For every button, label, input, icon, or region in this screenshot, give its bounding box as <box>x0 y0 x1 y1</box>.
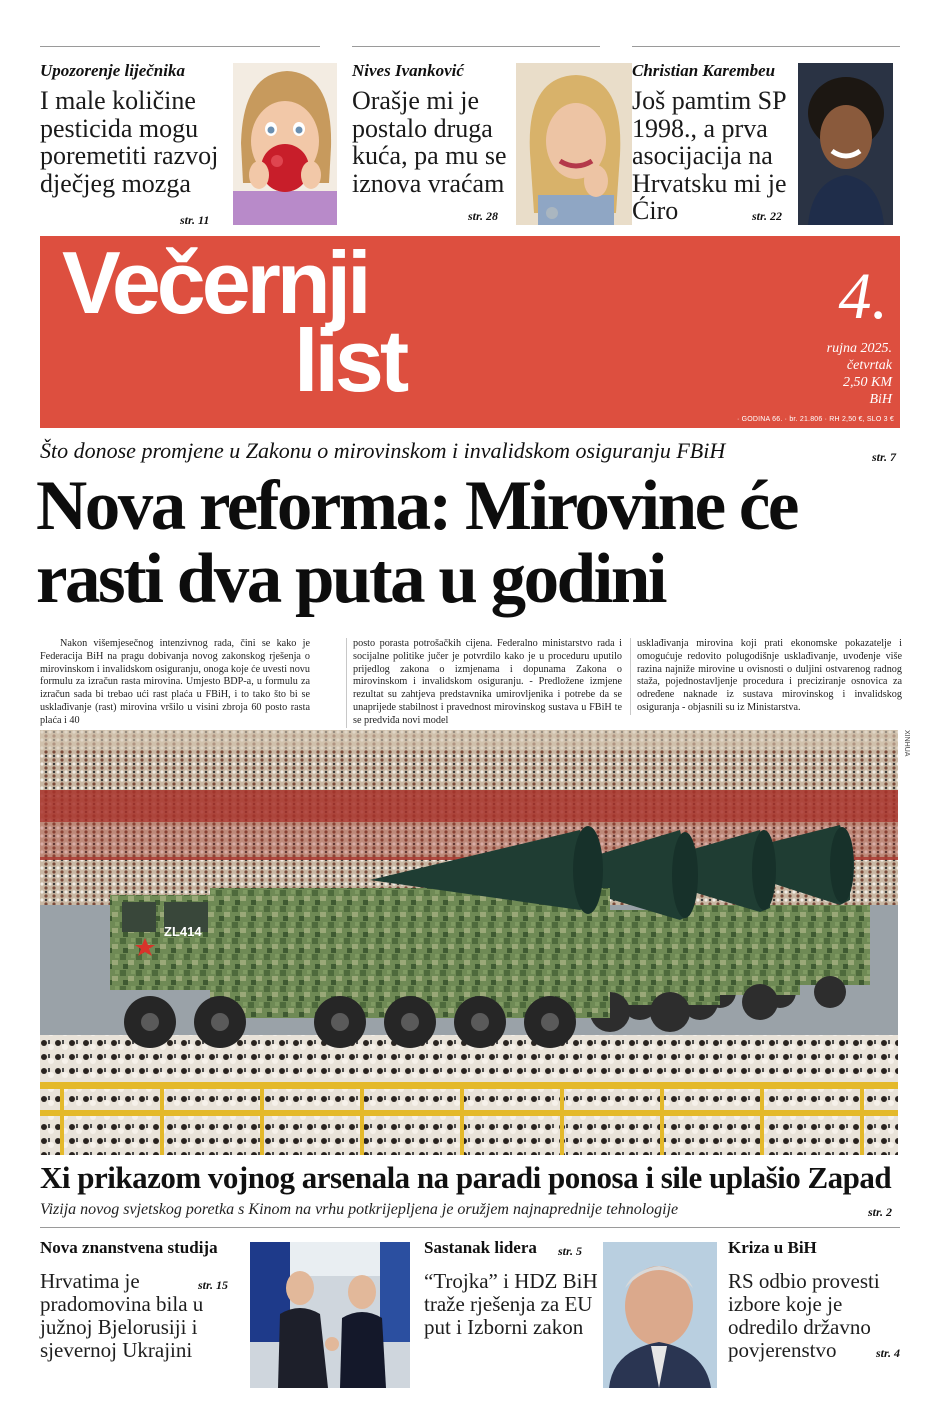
politician-portrait-photo <box>603 1242 717 1388</box>
teaser-headline[interactable]: Još pamtim SP 1998., a prva asocijacija na Hrvatsku mi je Ćiro <box>632 86 787 225</box>
body-column-1: Nakon višemjesečnog intenzivnog rada, čini se kako je Federacija BiH na pragu dobivanja novog zakonskog rješenja o mirovinskom i invalidskom osiguranju, onoga koje će uvesti novu formulu za izračun rasta mirovina. Umjesto BDP-a, u formulu za izračun sada bi trebao ući rast plaća u FBiH, i to tako što bi se usklađivanje (rast) mirovina vršilo u visini zbroja 60 posto rasta plaća i 40 <box>40 638 310 726</box>
teaser-headline[interactable]: I male količine pesticida mogu poremetiti razvoj dječjeg mozga <box>40 86 219 198</box>
teaser-headline[interactable]: Orašje mi je postalo druga kuća, pa mu se iznova vraćam <box>352 86 507 198</box>
man-portrait-photo <box>798 63 893 225</box>
teaser-kicker: Sastanak lidera <box>424 1238 537 1257</box>
bottom-teasers <box>40 1227 900 1387</box>
military-parade-photo[interactable] <box>40 730 898 1155</box>
teaser-kicker: Christian Karembeu <box>632 61 776 80</box>
parade-illustration <box>40 730 898 1155</box>
teaser-headline[interactable]: Hrvatima je pradomovina bila u južnoj Bjelorusiji i sjevernoj Ukrajini <box>40 1269 204 1362</box>
main-headline[interactable]: Nova reforma: Mirovine će rasti dva puta u godini <box>36 467 797 618</box>
teaser-kicker: Nova znanstvena studija <box>40 1238 218 1257</box>
handshake-illustration <box>250 1242 410 1388</box>
main-story-body <box>40 638 902 726</box>
teaser-kicker: Upozorenje liječnika <box>40 61 185 80</box>
photo-credit: XINHUA <box>903 730 910 757</box>
issue-day: 4. <box>838 260 888 333</box>
top-teasers <box>40 46 900 226</box>
teaser-kicker: Kriza u BiH <box>728 1238 817 1257</box>
teaser-christian-karembeu[interactable] <box>632 46 900 226</box>
teaser-page-ref: str. 28 <box>468 209 499 223</box>
teaser-page-ref: str. 5 <box>558 1244 583 1258</box>
teaser-kicker: Nives Ivanković <box>352 61 464 80</box>
vecernji-list-logo[interactable] <box>62 233 406 410</box>
woman-portrait-illustration <box>516 63 632 225</box>
child-illustration <box>233 63 337 225</box>
main-story-page-ref: str. 7 <box>872 450 897 464</box>
issue-price: 2,50 KM <box>843 375 892 390</box>
issue-region: BiH <box>869 392 892 407</box>
issue-month-year: rujna 2025. <box>826 341 892 356</box>
vehicle-marking: ZL414 <box>164 924 202 939</box>
body-column-2: posto porasta potrošačkih cijena. Federalno ministarstvo rada i socijalne politike jučer je potvrdilo kako je u proceduru uputilo prijedlog zakona o izmjenama i dopunama Zakona o mirovinskom i invalidskom osiguranju. - Predložene izmjene rezultat su zahtjeva predstavnika umirovljenika i potrebe da se unaprijede stabilnost i pravednost mirovinskog sustava u FBiH te se predviđa novi model <box>346 638 622 728</box>
issue-meta <box>827 340 892 408</box>
logo-line-2: list <box>294 311 406 410</box>
edition-info: · GODINA 66. · br. 21.806 · RH 2,50 €, SLO 3 € <box>736 416 894 423</box>
teaser-page-ref: str. 11 <box>180 213 210 227</box>
issue-weekday: četvrtak <box>846 358 892 373</box>
parade-page-ref: str. 2 <box>868 1205 893 1219</box>
teaser-page-ref: str. 22 <box>752 209 783 223</box>
woman-portrait-photo <box>516 63 632 225</box>
man-portrait-illustration <box>798 63 893 225</box>
parade-headline[interactable]: Xi prikazom vojnog arsenala na paradi ponosa i sile uplašio Zapad <box>40 1160 892 1195</box>
masthead <box>40 233 900 428</box>
teaser-page-ref: str. 4 <box>876 1346 901 1360</box>
logo-line-1: Večernji <box>62 233 368 332</box>
teaser-headline[interactable]: RS odbio provesti izbore koje je odredilo državno povjerenstvo <box>728 1269 880 1362</box>
main-story-kicker: Što donose promjene u Zakonu o mirovinskom i invalidskom osiguranju FBiH <box>40 438 726 463</box>
teaser-pesticides[interactable] <box>40 46 320 226</box>
child-with-apple-photo <box>233 63 337 225</box>
body-column-3: usklađivanja mirovina koji prati ekonomske pokazatelje i omogućuje redovito polugodišnje usklađivanje, uvođenje više razina najniže mirovine u ovisnosti o duljini ostvarenog radnog staža, pojednostavljenje procedura i preciziranje osnovica za određene naknade iz sustava mirovinskog i invalidskog osiguranja - objasnili su iz Ministarstva. <box>630 638 902 715</box>
leaders-handshake-photo <box>250 1242 410 1388</box>
teaser-nives-ivankovic[interactable] <box>352 46 600 226</box>
teaser-headline[interactable]: “Trojka” i HDZ BiH traže rješenja za EU put i Izborni zakon <box>424 1269 598 1339</box>
teaser-page-ref: str. 15 <box>198 1278 229 1292</box>
politician-illustration <box>603 1242 717 1388</box>
parade-deck: Vizija novog svjetskog poretka s Kinom na vrhu potkrijepljena je oružjem najnaprednije tehnologije <box>40 1201 679 1218</box>
